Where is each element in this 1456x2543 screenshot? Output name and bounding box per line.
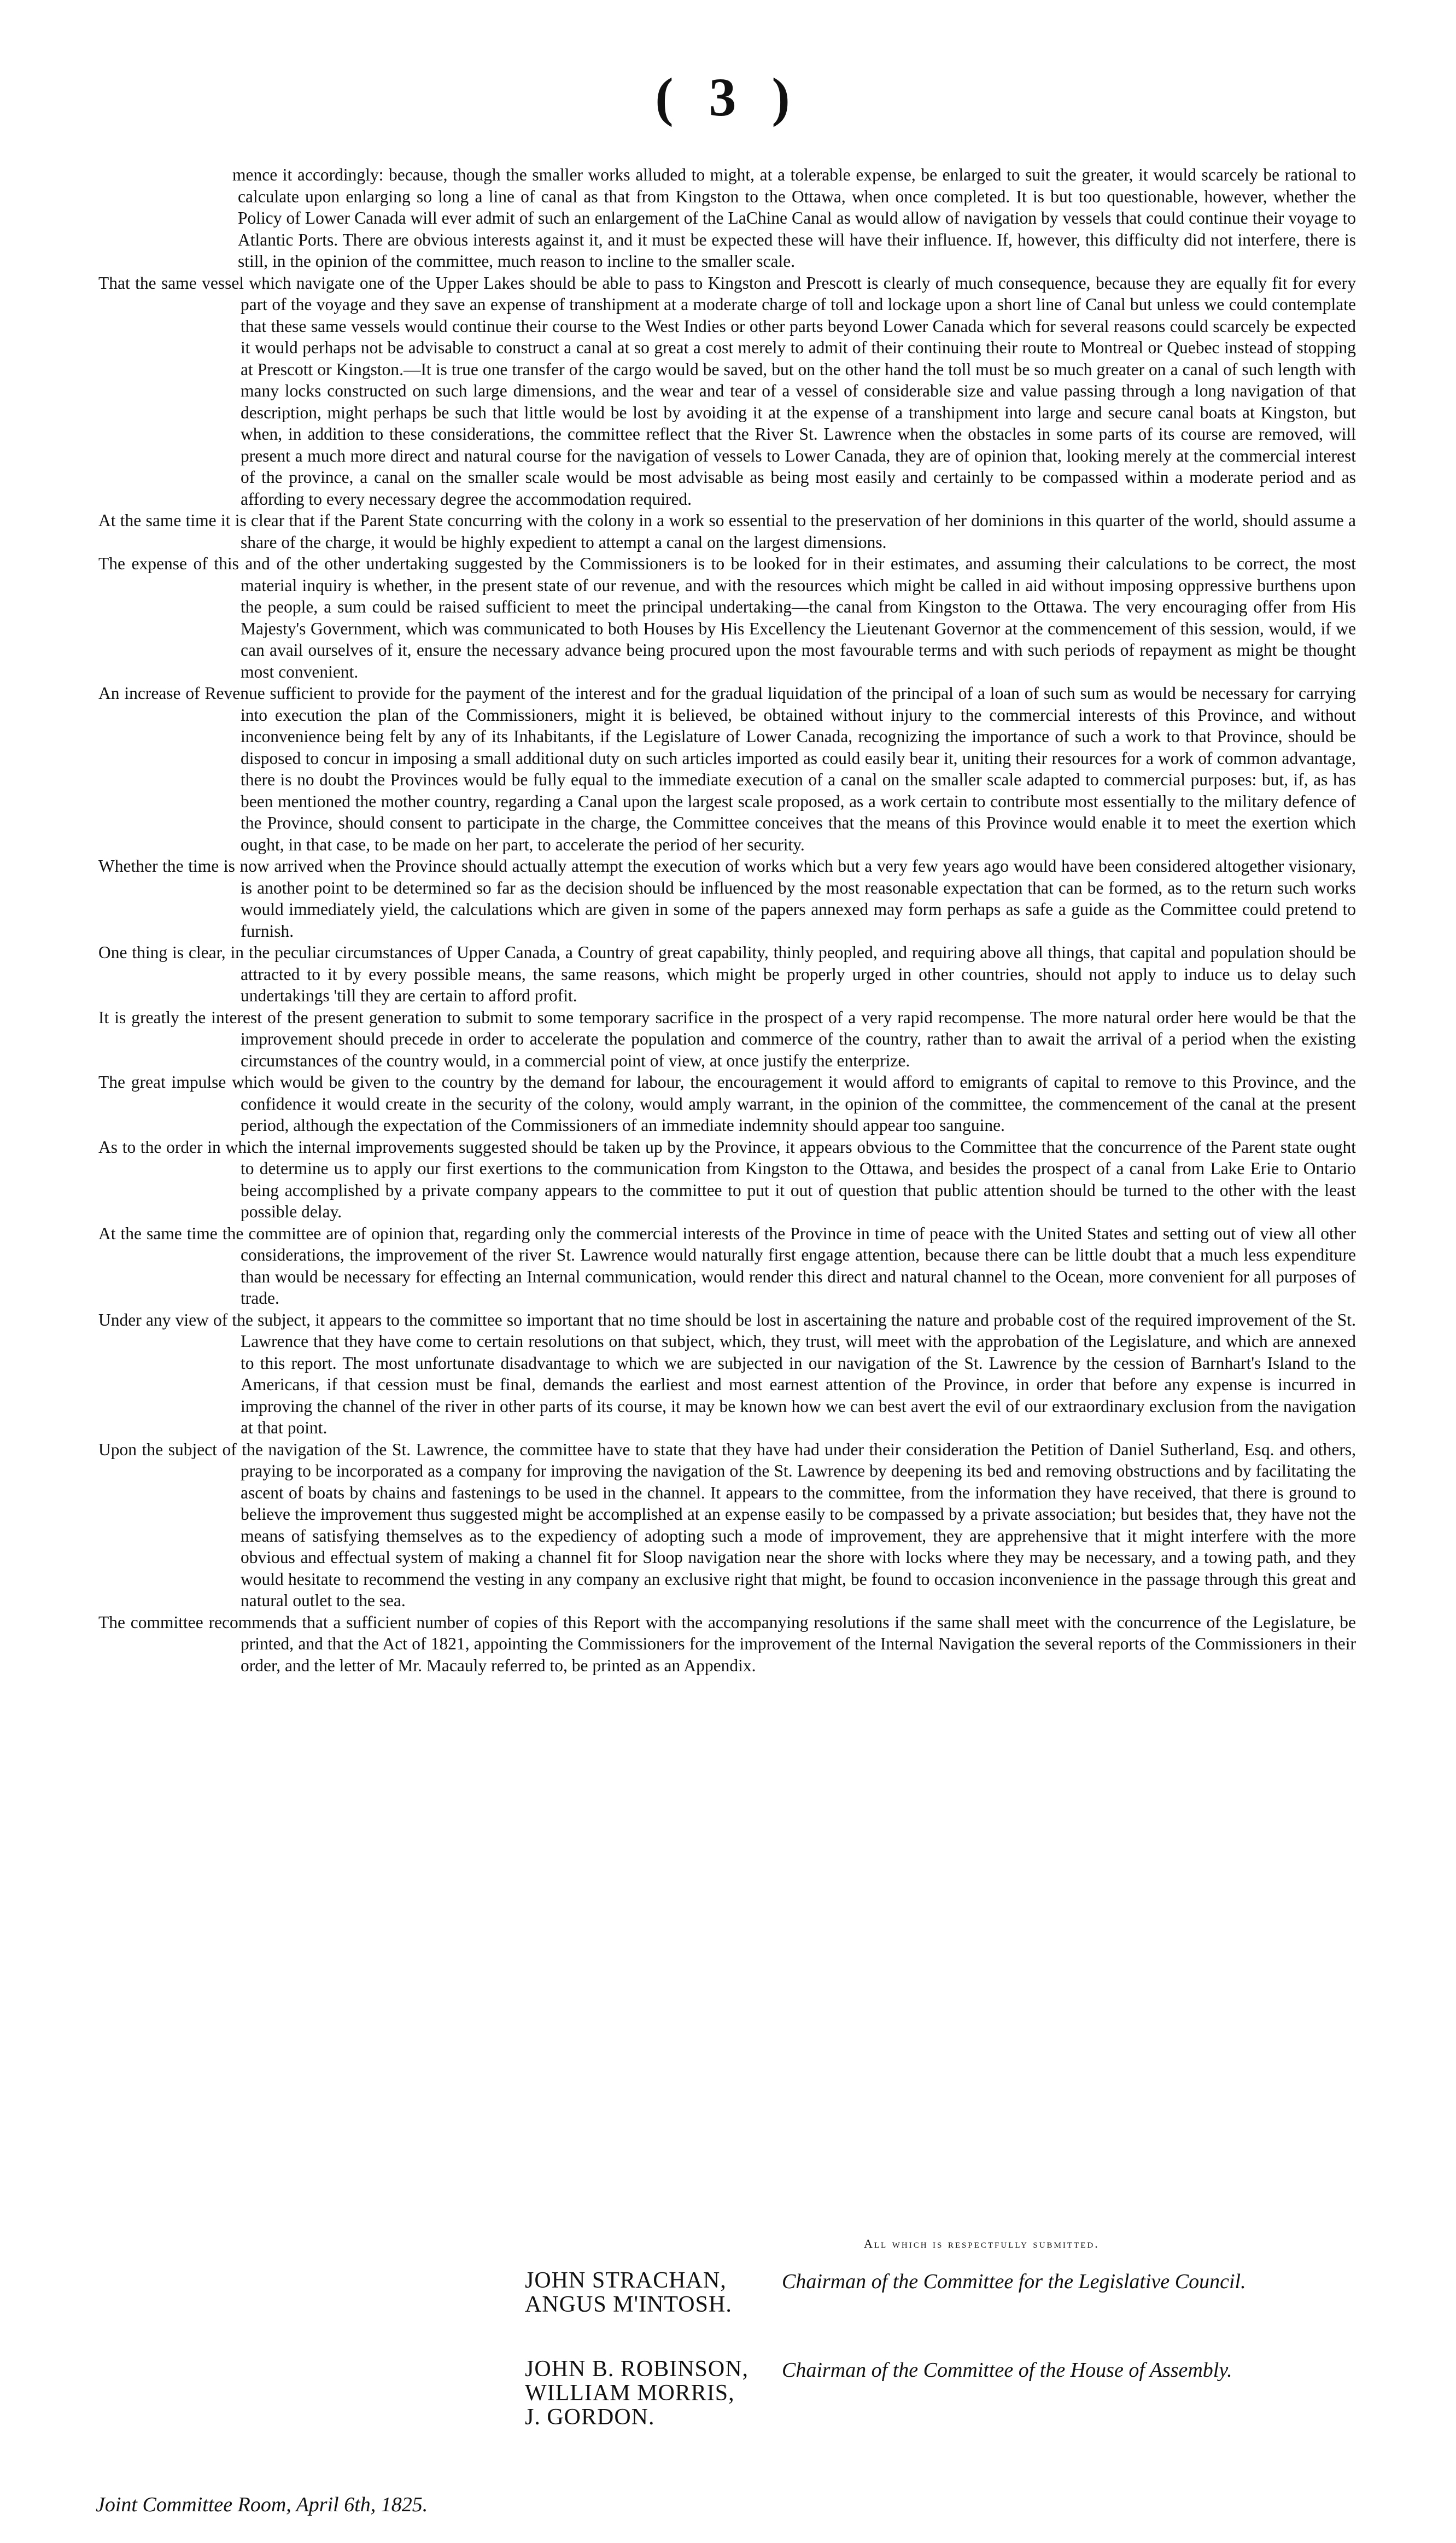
signatory-name: JOHN STRACHAN, [525,2268,727,2293]
paragraph: The committee recommends that a sufficient number of copies of this Report with the accompanying resolutions if the same shall meet with the concurrence of the Legislature, be printed, and that the Act of 1821, appointing the Commissioners for the improvement of the Internal Navigation the several reports of the Commissioners in their order, and the letter of Mr. Macauly referred to, be printed as an Appendix. [98,1612,1356,1675]
paragraph: As to the order in which the internal improvements suggested should be taken up by the Province, it appears obvious to the Committee that the concurrence of the Parent state ought to determine us to apply our first exertions to the communication from Kingston to the Ottawa, and besides the prospect of a canal from Lake Erie to Ontario being accomplished by a private company appears to the committee to put it out of question that public attention should be turned to the other with the least possible delay. [98,1137,1356,1221]
report-body [98,164,1356,1676]
paragraph: At the same time the committee are of opinion that, regarding only the commercial interests of the Province in time of peace with the United States and setting out of view all other considerations, the improvement of the river St. Lawrence would naturally first engage attention, because there can be little doubt that a much less expenditure than would be necessary for effecting an Internal communication, would render this direct and natural channel to the Ocean, more convenient for all purposes of trade. [98,1223,1356,1308]
signatory-name: JOHN B. ROBINSON, [525,2357,749,2382]
paragraph: mence it accordingly: because, though the smaller works alluded to might, at a tolerable expense, be enlarged to suit the greater, it would scarcely be rational to calculate upon enlarging so long a line of canal as that from Kingston to the Ottawa, when once completed. It is but too questionable, however, whether the Policy of Lower Canada will ever admit of such an enlargement of the LaChine Canal as would allow of navigation by vessels that could continue their voyage to Atlantic Ports. There are obvious interests against it, and it must be expected these will have their influence. If, however, this difficulty did not interfere, there is still, in the opinion of the committee, much reason to incline to the smaller scale. [232,165,1356,271]
council-signatories [525,2268,732,2317]
paragraph: Upon the subject of the navigation of the St. Lawrence, the committee have to state that they have had under their consideration the Petition of Daniel Sutherland, Esq. and others, praying to be incorporated as a company for improving the navigation of the St. Lawrence by deepening its bed and removing obstructions and by facilitating the ascent of boats by chains and fastenings to be used in the channel. It appears to the committee, from the information they have received, that there is ground to believe the improvement thus suggested might be accomplished at an expense easily to be compassed by a private association; but besides that, they have not the means of satisfying themselves as to the expediency of adopting such a mode of improvement, they are apprehensive that it might interfere with the more obvious and effectual system of making a channel fit for Sloop navigation near the shore with locks where they may be necessary, and a towing path, and they would hesitate to recommend the vesting in any company an exclusive right that might, be found to occasion inconvenience in the passage through this great and natural outlet to the sea. [98,1439,1356,1610]
paragraph: Whether the time is now arrived when the Province should actually attempt the execution of works which but a very few years ago would have been considered altogether visionary, is another point to be determined so far as the decision should be influenced by the most reasonable expectation that can be formed, as to the return such works would immediately yield, the calculations which are given in some of the papers annexed may form perhaps as safe a guide as the Committee could pretend to furnish. [98,856,1356,941]
paragraph: That the same vessel which navigate one of the Upper Lakes should be able to pass to Kingston and Prescott is clearly of much consequence, because they are equally fit for every part of the voyage and they save an expense of transhipment at a moderate charge of toll and lockage upon a short line of Canal but unless we could contemplate that these same vessels would continue their course to the West Indies or other parts beyond Lower Canada which for several reasons could scarcely be expected it would perhaps not be advisable to construct a canal at so great a cost merely to admit of their continuing their route to Montreal or Quebec instead of stopping at Prescott or Kingston.—It is true one transfer of the cargo would be saved, but on the other hand the toll must be so much greater on a canal of such length with many locks constructed on such large dimensions, and the wear and tear of a vessel of considerable size and value passing through a long navigation of that description, might perhaps be such that little would be lost by avoiding it at the expense of a transhipment into large and secure canal boats at Kingston, but when, in addition to these considerations, the committee reflect that the River St. Lawrence when the obstacles in some parts of its course are removed, will present a much more direct and natural course for the navigation of vessels to Lower Canada, they are of opinion that, looking merely at the commercial interest of the province, a canal on the smaller scale would be most advisable as being most easily and certainly to be compassed within a moderate period and as affording to every necessary degree the accommodation required. [98,273,1356,509]
paragraph: It is greatly the interest of the present generation to submit to some temporary sacrifice in the prospect of a very rapid recompense. The more natural order here would be that the improvement should precede in order to accelerate the population and commerce of the country, rather than to await the arrival of a period when the existing circumstances of the country would, in a commercial point of view, at once justify the enterprize. [98,1007,1356,1070]
paragraph: Under any view of the subject, it appears to the committee so important that no time should be lost in ascertaining the nature and probable cost of the required improvement of the St. Lawrence that they have come to certain resolutions on that subject, which, they trust, will meet with the approbation of the Legislature, and which are annexed to this report. The most unfortunate disadvantage to which we are subjected in our navigation of the St. Lawrence by the cession of Barnhart's Island to the Americans, if that cession must be final, demands the earliest and most earnest attention of the Province, in order that before any expense is incurred in improving the channel of the river in other parts of its course, it may be known how we can best avert the evil of our extraordinary exclusion from the navigation at that point. [98,1310,1356,1437]
assembly-chairman-role: Chairman of the Committee of the House of Assembly. [782,2359,1232,2382]
page-number: ( 3 ) [655,67,801,127]
submitted-line: All which is respectfully submitted. [864,2237,1100,2250]
assembly-signatories [525,2357,749,2429]
paragraph: The expense of this and of the other undertaking suggested by the Commissioners is to be looked for in their estimates, and assuming their calculations to be correct, the most material inquiry is whether, in the present state of our revenue, and with the resources which might be called in aid without imposing oppressive burthens upon the people, a sum could be raised sufficient to meet the principal undertaking—the canal from Kingston to the Ottawa. The very encouraging offer from His Majesty's Government, which was communicated to both Houses by His Excellency the Lieutenant Governor at the commencement of this session, would, if we can avail ourselves of it, ensure the necessary advance being procured upon the most favourable terms and with such periods of repayment as might be thought most convenient. [98,554,1356,681]
signatory-name: J. GORDON. [525,2405,655,2430]
dateline: Joint Committee Room, April 6th, 1825. [96,2493,428,2516]
paragraph: The great impulse which would be given to the country by the demand for labour, the encouragement it would afford to emigrants of capital to remove to this Province, and the confidence it would create in the security of the colony, would amply warrant, in the opinion of the committee, the commencement of the canal at the present period, although the expectation of the Commissioners of an immediate indemnity should appear too sanguine. [98,1072,1356,1135]
paragraph: One thing is clear, in the peculiar circumstances of Upper Canada, a Country of great capability, thinly peopled, and requiring above all things, that capital and population should be attracted to it by every possible means, the same reasons, which might be properly urged in other countries, should not apply to induce us to delay such undertakings 'till they are certain to afford profit. [98,943,1356,1005]
signatory-name: ANGUS M'INTOSH. [525,2292,732,2317]
paragraph: An increase of Revenue sufficient to provide for the payment of the interest and for the gradual liquidation of the principal of a loan of such sum as would be necessary for carrying into execution the plan of the Commissioners, might it is believed, be obtained without injury to the commercial interests of this Province, and without inconvenience being felt by any of its Inhabitants, if the Legislature of Lower Canada, recognizing the importance of such a work to that Province, should be disposed to concur in imposing a small additional duty on such articles imported as could easily bear it, uniting their resources for a work of common advantage, there is no doubt the Provinces would be fully equal to the immediate execution of a canal on the smaller scale adapted to commercial purposes: but, if, as has been mentioned the mother country, regarding a Canal upon the largest scale proposed, as a work certain to contribute most essentially to the military defence of the Province, should consent to participate in the charge, the Committee conceives that the means of this Province would enable it to meet the exertion which ought, in that case, to be made on her part, to accelerate the period of her security. [98,684,1356,854]
council-chairman-role: Chairman of the Committee for the Legislative Council. [782,2270,1246,2293]
signatory-name: WILLIAM MORRIS, [525,2381,735,2406]
paragraph: At the same time it is clear that if the Parent State concurring with the colony in a work so essential to the preservation of her dominions in this quarter of the world, should assume a share of the charge, it would be highly expedient to attempt a canal on the largest dimensions. [98,511,1356,552]
